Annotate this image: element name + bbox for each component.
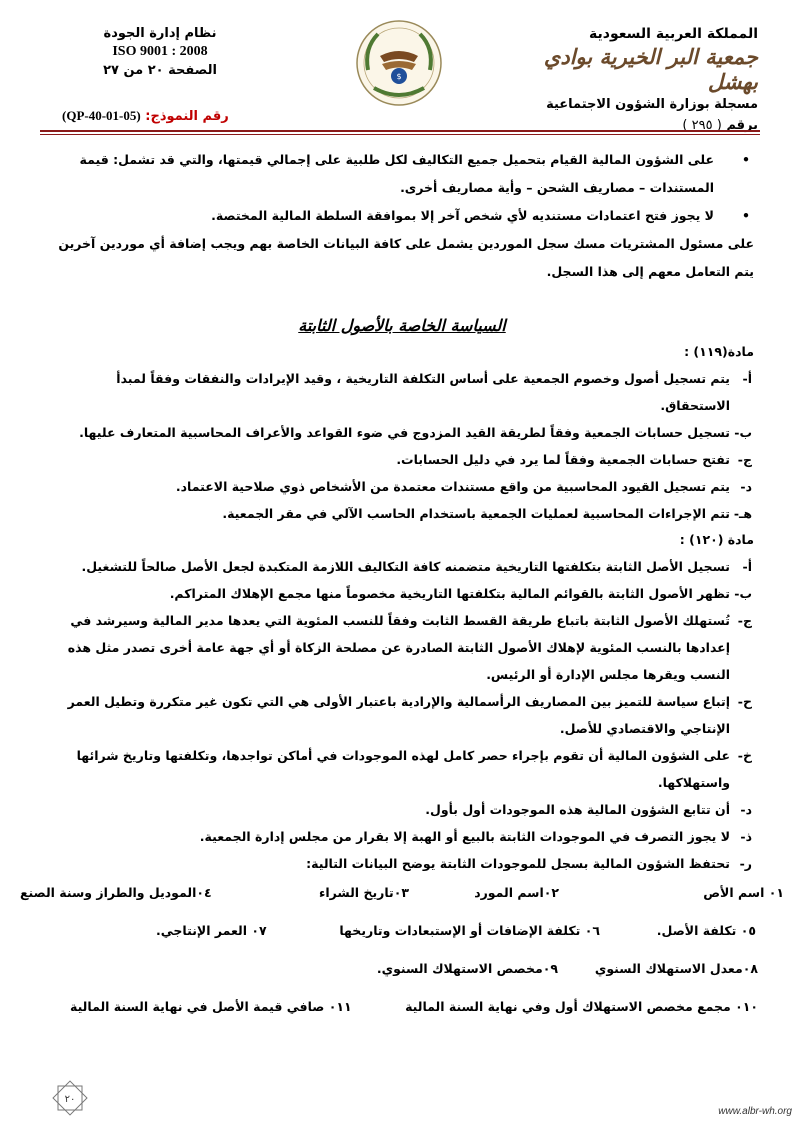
fields-row-4: [50, 991, 758, 1029]
article-119-item: د- يتم تسجيل القيود المحاسبية من واقع مستندات معتمدة من الأشخاص ذوي صلاحية الاعتماد.: [175, 479, 752, 494]
article-119-label: مادة(١١٩) :: [684, 344, 754, 359]
bullet-icon: •: [742, 152, 750, 167]
intro-bullet-1: • على الشؤون المالية القيام بتحميل جميع التكاليف لكل طلبية على إجمالي قيمتها، والتي قد تشمل: قيمة المستندات – مصاريف الشحن – وأية مصاريف أخرى.: [50, 146, 754, 202]
quality-system: نظام إدارة الجودة: [103, 26, 217, 41]
fields-row-1: [20, 877, 784, 915]
page-number: ٢٠: [64, 1094, 76, 1105]
field-03: ٠٣تاريخ الشراء: [318, 885, 409, 900]
fields-row-3: [50, 953, 758, 991]
header-left: [60, 26, 260, 78]
header-right: [508, 26, 758, 133]
form-label: رقم النموذج:: [145, 109, 229, 124]
field-04: ٠٤الموديل والطراز وسنة الصنع: [20, 885, 212, 900]
article-120-item: ج- تُستهلك الأصول الثابتة باتباع طريقة القسط الثابت وفقاً للنسب المئوية التي يعدها مدير المالية وسيرشد في إعدادها بالنسب المئوية لإهلاك الأصول الثابتة الصادرة عن مصلحة الزكاة أو أي جهة عامة أخرى تصدر مثل هذه النسب ويقرها مجلس الإدارة أو الرئيس.: [67, 613, 752, 682]
kingdom-name: المملكة العربية السعودية: [589, 26, 758, 42]
form-number: [62, 108, 252, 124]
svg-text:$: $: [396, 72, 402, 81]
society-name: جمعية البر الخيرية بوادي بهشل: [543, 44, 758, 94]
field-07: ٠٧ العمر الإنتاجي.: [156, 923, 267, 938]
header-divider: [40, 130, 760, 132]
article-120-item: ب- تظهر الأصول الثابتة بالقوائم المالية بتكلفتها التاريخية مخصوماً منها مجمع الإهلاك المتراكم.: [169, 586, 752, 601]
intro-paragraph: على مسئول المشتريات مسك سجل الموردين يشمل على كافة البيانات الخاصة بهم ويجب إضافة أي موردين آخرين يتم التعامل معهم إلى هذا السجل.: [58, 236, 754, 279]
page-indicator: الصفحة ٢٠ من ٢٧: [103, 63, 217, 78]
article-120-item: ذ- لا يجوز التصرف في الموجودات الثابتة بالبيع أو الهبة إلا بقرار من مجلس إدارة الجمعية.: [199, 829, 752, 844]
website-url[interactable]: www.albr-wh.org: [718, 1106, 792, 1117]
section-title: السياسة الخاصة بالأصول الثابتة: [298, 316, 506, 335]
fields-row-2: [50, 915, 754, 953]
article-119-item: هـ- تتم الإجراءات المحاسبية لعمليات الجمعية باستخدام الحاسب الآلي في مقر الجمعية.: [222, 506, 752, 521]
reg-number: ( ٢٩٥ ): [682, 118, 722, 133]
article-119-item: أ- يتم تسجيل أصول وخصوم الجمعية على أساس التكلفة التاريخية ، وقيد الإيرادات والنفقات وفقاً لمبدأ الاستحقاق.: [116, 371, 752, 413]
page-number-ornament: [50, 1078, 90, 1118]
document-body: [20, 146, 784, 1029]
form-code: (QP-40-01-05): [62, 108, 141, 123]
field-09: ٠٩مخصص الاستهلاك السنوي.: [376, 961, 558, 976]
field-01: ٠١ اسم الأص: [703, 885, 784, 900]
article-120-item: أ- تسجيل الأصل الثابتة بتكلفتها التاريخية متضمنه كافة التكاليف اللازمة المتكبدة لجعل الأصل صالحاً للتشغيل.: [81, 559, 752, 574]
registration-text: مسجلة بوزارة الشؤون الاجتماعية: [546, 97, 758, 112]
article-120-item: د- أن تتابع الشؤون المالية هذه الموجودات أول بأول.: [425, 802, 752, 817]
intro-bullet-2: • لا يجوز فتح اعتمادات مستنديه لأي شخص آخر إلا بموافقة السلطة المالية المختصة.: [50, 202, 754, 230]
article-120-item: خ- على الشؤون المالية أن تقوم بإجراء حصر كامل لهذه الموجودات في أماكن تواجدها، وتكلفتها وتاريخ شرائها واستهلاكها.: [76, 748, 752, 790]
article-120-item: ر- تحتفظ الشؤون المالية بسجل للموجودات الثابتة يوضح البيانات التالية:: [306, 856, 752, 871]
article-119-item: ب- تسجيل حسابات الجمعية وفقاً لطريقة القيد المزدوج في ضوء القواعد والأعراف المحاسبية المتعارف عليها.: [79, 425, 752, 440]
reg-label: برقم: [726, 118, 758, 133]
field-06: ٠٦ تكلفة الإضافات أو الإستبعادات وتاريخها: [339, 923, 600, 938]
article-120-item: ح- إتباع سياسة للتميز بين المصاريف الرأسمالية والإرادية باعتبار الأولى هي التي تكون غير متكررة وتطيل العمر الإنتاجي والاقتصادي للأصل.: [67, 694, 752, 736]
field-05: ٠٥ تكلفة الأصل.: [656, 923, 756, 938]
bullet-icon: •: [742, 208, 750, 223]
article-120-label: مادة (١٢٠) :: [679, 532, 754, 547]
field-10: ٠١٠ مجمع مخصص الاستهلاك أول وفي نهاية السنة المالية: [405, 999, 758, 1014]
iso-standard: ISO 9001 : 2008: [112, 44, 208, 59]
field-08: ٠٨معدل الاستهلاك السنوي: [594, 961, 758, 976]
field-11: ٠١١ صافي قيمة الأصل في نهاية السنة المالية: [70, 999, 352, 1014]
society-logo: [354, 18, 444, 108]
field-02: ٠٢اسم المورد: [474, 885, 559, 900]
article-119-item: ج- تفتح حسابات الجمعية وفقاً لما يرد في دليل الحسابات.: [396, 452, 752, 467]
header-divider-thin: [40, 134, 760, 135]
